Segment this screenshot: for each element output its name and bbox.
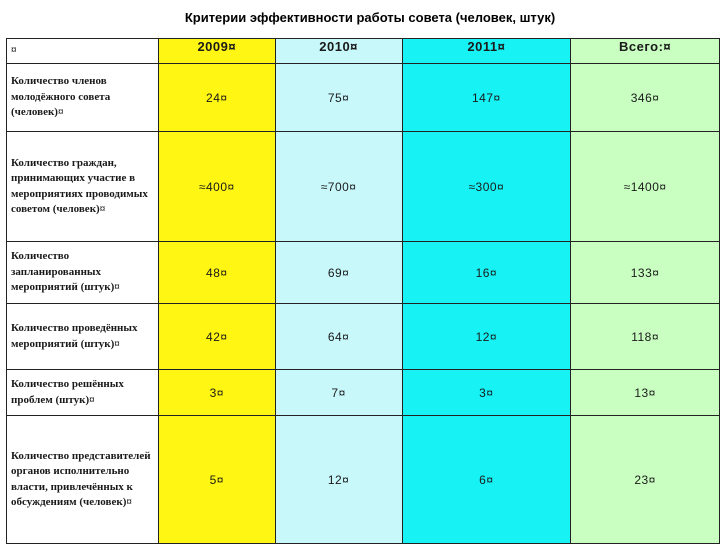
criteria-table	[6, 38, 720, 544]
cell-2010: 69¤	[275, 242, 402, 304]
header-2009: 2009¤	[158, 39, 275, 64]
cell-total: 133¤	[571, 242, 720, 304]
cell-2010: 7¤	[275, 370, 402, 416]
cell-2009: 24¤	[158, 64, 275, 132]
table-row	[7, 416, 720, 544]
cell-2010: 75¤	[275, 64, 402, 132]
cell-total: 346¤	[571, 64, 720, 132]
slide-title: Критерии эффективности работы совета (человек, штук)	[184, 10, 556, 25]
header-2011: 2011¤	[402, 39, 571, 64]
cell-2011: 16¤	[402, 242, 571, 304]
cell-2011: 147¤	[402, 64, 571, 132]
row-label: Количество решённых проблем (штук)¤	[7, 370, 159, 416]
cell-2011: 3¤	[402, 370, 571, 416]
cell-2009: 3¤	[158, 370, 275, 416]
cell-2009: 42¤	[158, 304, 275, 370]
cell-2011: 12¤	[402, 304, 571, 370]
cell-2010: 12¤	[275, 416, 402, 544]
table-row	[7, 304, 720, 370]
cell-2010: ≈700¤	[275, 132, 402, 242]
cell-total: 13¤	[571, 370, 720, 416]
row-label: Количество граждан, принимающих участие в мероприятиях проводимых советом (человек)¤	[7, 132, 159, 242]
cell-2009: 5¤	[158, 416, 275, 544]
cell-2011: ≈300¤	[402, 132, 571, 242]
row-label: Количество представителей органов исполнительно власти, привлечённых к обсуждениям (человек)¤	[7, 416, 159, 544]
cell-2011: 6¤	[402, 416, 571, 544]
cell-total: ≈1400¤	[571, 132, 720, 242]
row-label: Количество запланированных мероприятий (штук)¤	[7, 242, 159, 304]
table-row	[7, 132, 720, 242]
row-label: Количество проведённых мероприятий (штук)¤	[7, 304, 159, 370]
cell-total: 23¤	[571, 416, 720, 544]
cell-2009: ≈400¤	[158, 132, 275, 242]
corner-cell: ¤	[7, 39, 159, 64]
row-label: Количество членов молодёжного совета (человек)¤	[7, 64, 159, 132]
table-row	[7, 370, 720, 416]
cell-2010: 64¤	[275, 304, 402, 370]
header-2010: 2010¤	[275, 39, 402, 64]
table-row	[7, 242, 720, 304]
table-row	[7, 64, 720, 132]
table-header-row	[7, 39, 720, 64]
cell-2009: 48¤	[158, 242, 275, 304]
cell-total: 118¤	[571, 304, 720, 370]
header-total: Всего:¤	[571, 39, 720, 64]
